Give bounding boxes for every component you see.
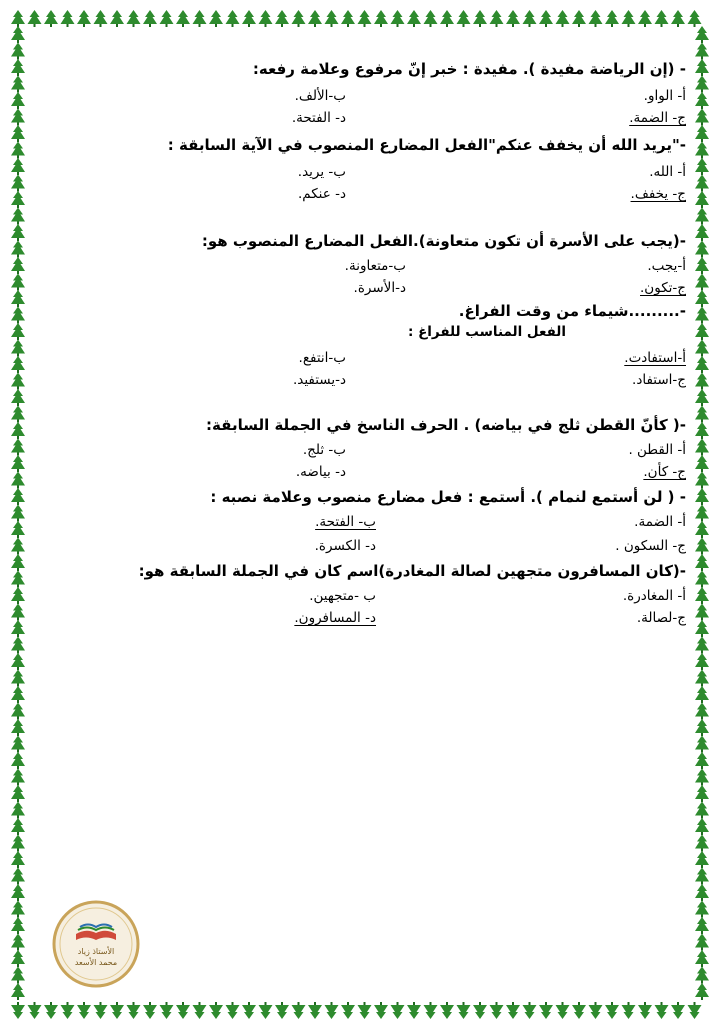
- tree-ornament: [11, 571, 25, 588]
- tree-ornament: [695, 917, 709, 934]
- tree-ornament: [11, 224, 25, 241]
- tree-ornament: [695, 76, 709, 93]
- tree-ornament: [695, 620, 709, 637]
- tree-ornament: [11, 769, 25, 786]
- tree-ornament: [424, 1002, 438, 1019]
- tree-ornament: [11, 917, 25, 934]
- tree-ornament: [11, 653, 25, 670]
- logo-line-2: محمد الأسعد: [74, 958, 118, 967]
- tree-ornament: [110, 1002, 124, 1019]
- tree-ornament: [11, 802, 25, 819]
- tree-ornament: [341, 1002, 355, 1019]
- tree-ornament: [11, 604, 25, 621]
- tree-ornament: [605, 1002, 619, 1019]
- q6-option-b-answer: ب- الفتحة.: [315, 514, 376, 530]
- worksheet: [34, 44, 686, 994]
- q4-option-d: د-يستفيد.: [292, 372, 346, 388]
- tree-ornament: [695, 818, 709, 835]
- tree-ornament: [473, 10, 487, 27]
- q6-option-c: ج- السكون .: [615, 538, 686, 554]
- q3-option-a: أ-يجب.: [647, 258, 686, 274]
- tree-ornament: [11, 274, 25, 291]
- tree-ornament: [695, 653, 709, 670]
- tree-ornament: [11, 373, 25, 390]
- tree-ornament: [695, 307, 709, 324]
- tree-ornament: [506, 1002, 520, 1019]
- q1-option-b: ب-الألف.: [294, 88, 346, 104]
- tree-ornament: [11, 389, 25, 406]
- tree-ornament: [622, 1002, 636, 1019]
- tree-ornament: [695, 422, 709, 439]
- tree-ornament: [523, 10, 537, 27]
- tree-ornament: [11, 175, 25, 192]
- tree-ornament: [539, 10, 553, 27]
- q3-option-b: ب-متعاونة.: [344, 258, 406, 274]
- tree-ornament: [695, 191, 709, 208]
- q2-option-b: ب- يريد.: [297, 164, 346, 180]
- tree-ornament: [11, 191, 25, 208]
- tree-ornament: [11, 26, 25, 43]
- tree-ornament: [242, 10, 256, 27]
- q5-option-d: د- بياضه.: [295, 464, 346, 480]
- q4-option-c: ج-استفاد.: [632, 372, 686, 388]
- tree-ornament: [11, 43, 25, 60]
- tree-ornament: [440, 10, 454, 27]
- q7-option-c: ج-لصالة.: [636, 610, 686, 626]
- q2-option-c-answer: ج- يخفف.: [630, 186, 686, 202]
- tree-ornament: [11, 158, 25, 175]
- tree-ornament: [11, 109, 25, 126]
- q3-option-d: د-الأسرة.: [353, 280, 406, 296]
- tree-ornament: [695, 472, 709, 489]
- q7-option-b: ب -متجهين.: [309, 588, 376, 604]
- tree-ornament: [11, 472, 25, 489]
- tree-ornament: [44, 1002, 58, 1019]
- tree-ornament: [11, 587, 25, 604]
- tree-ornament: [11, 59, 25, 76]
- tree-ornament: [11, 142, 25, 159]
- tree-ornament: [695, 241, 709, 258]
- tree-ornament: [11, 422, 25, 439]
- q7-option-d-answer: د- المسافرون.: [294, 610, 376, 626]
- tree-ornament: [695, 439, 709, 456]
- tree-ornament: [695, 769, 709, 786]
- tree-ornament: [11, 208, 25, 225]
- tree-ornament: [695, 703, 709, 720]
- tree-ornament: [688, 1002, 702, 1019]
- tree-ornament: [11, 439, 25, 456]
- tree-ornament: [473, 1002, 487, 1019]
- tree-ornament: [11, 1002, 25, 1019]
- tree-ornament: [695, 587, 709, 604]
- tree-ornament: [292, 1002, 306, 1019]
- tree-ornament: [695, 142, 709, 159]
- tree-ornament: [176, 1002, 190, 1019]
- tree-ornament: [143, 10, 157, 27]
- logo-line-1: الأستاذ زياد: [77, 947, 115, 956]
- tree-ornament: [242, 1002, 256, 1019]
- tree-ornament: [695, 455, 709, 472]
- tree-ornament: [695, 670, 709, 687]
- tree-ornament: [572, 1002, 586, 1019]
- tree-ornament: [11, 241, 25, 258]
- tree-ornament: [695, 868, 709, 885]
- q3-option-c-answer: ج-تكون.: [640, 280, 686, 296]
- tree-ornament: [695, 571, 709, 588]
- tree-ornament: [671, 10, 685, 27]
- tree-ornament: [695, 901, 709, 918]
- tree-ornament: [655, 1002, 669, 1019]
- tree-ornament: [695, 505, 709, 522]
- tree-ornament: [695, 538, 709, 555]
- tree-ornament: [695, 554, 709, 571]
- tree-ornament: [325, 1002, 339, 1019]
- tree-ornament: [695, 257, 709, 274]
- tree-ornament: [44, 10, 58, 27]
- tree-ornament: [695, 208, 709, 225]
- tree-ornament: [11, 10, 25, 27]
- tree-ornament: [671, 1002, 685, 1019]
- tree-ornament: [11, 686, 25, 703]
- tree-ornament: [695, 224, 709, 241]
- tree-ornament: [11, 719, 25, 736]
- tree-ornament: [556, 1002, 570, 1019]
- tree-ornament: [11, 670, 25, 687]
- tree-ornament: [292, 10, 306, 27]
- tree-ornament: [695, 785, 709, 802]
- tree-ornament: [160, 1002, 174, 1019]
- tree-ornament: [695, 686, 709, 703]
- tree-ornament: [695, 389, 709, 406]
- tree-ornament: [695, 406, 709, 423]
- q1-option-a: أ- الواو.: [643, 88, 686, 104]
- tree-ornament: [391, 10, 405, 27]
- question-2-stem: -"يريد الله أن يخفف عنكم"الفعل المضارع المنصوب في الآية السابقة :: [167, 136, 686, 154]
- tree-ornament: [11, 307, 25, 324]
- tree-ornament: [695, 934, 709, 951]
- tree-ornament: [11, 884, 25, 901]
- tree-ornament: [28, 1002, 42, 1019]
- tree-ornament: [695, 274, 709, 291]
- tree-ornament: [572, 10, 586, 27]
- tree-ornament: [325, 10, 339, 27]
- tree-ornament: [11, 967, 25, 984]
- tree-ornament: [11, 257, 25, 274]
- tree-ornament: [490, 1002, 504, 1019]
- tree-ornament: [127, 1002, 141, 1019]
- tree-ornament: [11, 406, 25, 423]
- tree-ornament: [11, 901, 25, 918]
- tree-ornament: [695, 950, 709, 967]
- tree-ornament: [11, 835, 25, 852]
- tree-ornament: [695, 356, 709, 373]
- tree-ornament: [209, 1002, 223, 1019]
- q6-option-a: أ- الضمة.: [634, 514, 686, 530]
- tree-ornament: [407, 1002, 421, 1019]
- tree-ornament: [11, 736, 25, 753]
- q5-option-c-answer: ج- كأن.: [643, 464, 686, 480]
- tree-ornament: [440, 1002, 454, 1019]
- tree-ornament: [622, 10, 636, 27]
- tree-ornament: [695, 521, 709, 538]
- tree-ornament: [638, 10, 652, 27]
- tree-ornament: [589, 10, 603, 27]
- tree-ornament: [11, 488, 25, 505]
- tree-ornament: [11, 538, 25, 555]
- tree-ornament: [11, 620, 25, 637]
- tree-ornament: [655, 10, 669, 27]
- tree-ornament: [695, 752, 709, 769]
- tree-ornament: [695, 158, 709, 175]
- tree-ornament: [127, 10, 141, 27]
- q5-option-a: أ- القطن .: [628, 442, 686, 458]
- tree-ornament: [457, 1002, 471, 1019]
- q2-option-d: د- عنكم.: [297, 186, 346, 202]
- tree-ornament: [259, 10, 273, 27]
- tree-ornament: [11, 92, 25, 109]
- tree-ornament: [506, 10, 520, 27]
- tree-ornament: [695, 488, 709, 505]
- tree-ornament: [11, 703, 25, 720]
- q2-option-a: أ- الله.: [649, 164, 686, 180]
- tree-ornament: [638, 1002, 652, 1019]
- tree-ornament: [695, 323, 709, 340]
- tree-ornament: [695, 802, 709, 819]
- tree-ornament: [308, 1002, 322, 1019]
- tree-ornament: [11, 340, 25, 357]
- tree-ornament: [110, 10, 124, 27]
- tree-ornament: [226, 10, 240, 27]
- tree-ornament: [695, 604, 709, 621]
- tree-ornament: [61, 10, 75, 27]
- tree-ornament: [358, 1002, 372, 1019]
- tree-ornament: [11, 868, 25, 885]
- question-7-stem: -(كان المسافرون متجهين لصالة المغادرة)اسم كان في الجملة السابقة هو:: [138, 562, 686, 580]
- tree-ornament: [11, 356, 25, 373]
- tree-ornament: [374, 1002, 388, 1019]
- question-5-stem: -( كأنّ القطن ثلج في بياضه) . الحرف الناسخ في الجملة السابقة:: [206, 416, 686, 434]
- tree-ornament: [275, 1002, 289, 1019]
- tree-ornament: [11, 637, 25, 654]
- q6-option-d: د- الكسرة.: [314, 538, 376, 554]
- tree-ornament: [605, 10, 619, 27]
- tree-ornament: [193, 10, 207, 27]
- q4-option-b: ب-انتفع.: [298, 350, 346, 366]
- question-1-stem: - (إن الرياضة مفيدة ). مفيدة : خبر إنّ مرفوع وعلامة رفعه:: [252, 60, 686, 78]
- tree-ornament: [695, 125, 709, 142]
- tree-ornament: [160, 10, 174, 27]
- tree-ornament: [143, 1002, 157, 1019]
- tree-ornament: [259, 1002, 273, 1019]
- tree-ornament: [11, 521, 25, 538]
- tree-ornament: [695, 637, 709, 654]
- tree-ornament: [209, 10, 223, 27]
- tree-ornament: [695, 92, 709, 109]
- tree-ornament: [94, 10, 108, 27]
- question-4-substem: الفعل المناسب للفراغ :: [407, 324, 566, 340]
- tree-ornament: [695, 59, 709, 76]
- tree-ornament: [695, 109, 709, 126]
- tree-ornament: [275, 10, 289, 27]
- tree-ornament: [523, 1002, 537, 1019]
- tree-ornament: [176, 10, 190, 27]
- tree-ornament: [556, 10, 570, 27]
- tree-ornament: [695, 983, 709, 1000]
- tree-ornament: [695, 851, 709, 868]
- tree-ornament: [688, 10, 702, 27]
- tree-ornament: [11, 125, 25, 142]
- tree-ornament: [695, 175, 709, 192]
- tree-ornament: [11, 983, 25, 1000]
- tree-ornament: [358, 10, 372, 27]
- question-6-stem: - ( لن أستمع لنمام ). أستمع : فعل مضارع منصوب وعلامة نصبه :: [210, 488, 686, 506]
- tree-ornament: [11, 554, 25, 571]
- tree-ornament: [11, 752, 25, 769]
- tree-ornament: [539, 1002, 553, 1019]
- tree-ornament: [407, 10, 421, 27]
- tree-ornament: [695, 340, 709, 357]
- tree-ornament: [457, 10, 471, 27]
- tree-ornament: [94, 1002, 108, 1019]
- tree-ornament: [374, 10, 388, 27]
- tree-ornament: [11, 934, 25, 951]
- tree-ornament: [11, 323, 25, 340]
- tree-ornament: [226, 1002, 240, 1019]
- tree-ornament: [11, 818, 25, 835]
- tree-ornament: [695, 719, 709, 736]
- tree-ornament: [28, 10, 42, 27]
- q7-option-a: أ- المغادرة.: [622, 588, 686, 604]
- tree-ornament: [77, 1002, 91, 1019]
- q4-option-a-answer: أ-استفادت.: [624, 350, 686, 366]
- tree-ornament: [341, 10, 355, 27]
- tree-ornament: [695, 26, 709, 43]
- tree-ornament: [193, 1002, 207, 1019]
- tree-ornament: [11, 785, 25, 802]
- tree-ornament: [77, 10, 91, 27]
- tree-ornament: [11, 950, 25, 967]
- tree-ornament: [695, 967, 709, 984]
- q1-option-c-answer: ج- الضمة.: [629, 110, 686, 126]
- tree-ornament: [695, 835, 709, 852]
- tree-ornament: [695, 43, 709, 60]
- tree-ornament: [61, 1002, 75, 1019]
- tree-ornament: [11, 76, 25, 93]
- tree-ornament: [11, 851, 25, 868]
- tree-ornament: [11, 455, 25, 472]
- tree-ornament: [589, 1002, 603, 1019]
- question-3-stem: -(يجب على الأسرة أن تكون متعاونة).الفعل المضارع المنصوب هو:: [201, 232, 686, 250]
- tree-ornament: [424, 10, 438, 27]
- tree-ornament: [11, 505, 25, 522]
- tree-ornament: [308, 10, 322, 27]
- teacher-logo-stamp: [52, 900, 140, 988]
- tree-ornament: [490, 10, 504, 27]
- tree-ornament: [695, 884, 709, 901]
- q5-option-b: ب- ثلج.: [302, 442, 346, 458]
- tree-ornament: [11, 290, 25, 307]
- tree-ornament: [695, 373, 709, 390]
- question-4-stem: -.........شيماء من وقت الفراغ.: [458, 302, 686, 320]
- tree-ornament: [391, 1002, 405, 1019]
- tree-ornament: [695, 290, 709, 307]
- q1-option-d: د- الفتحة.: [291, 110, 346, 126]
- tree-ornament: [695, 736, 709, 753]
